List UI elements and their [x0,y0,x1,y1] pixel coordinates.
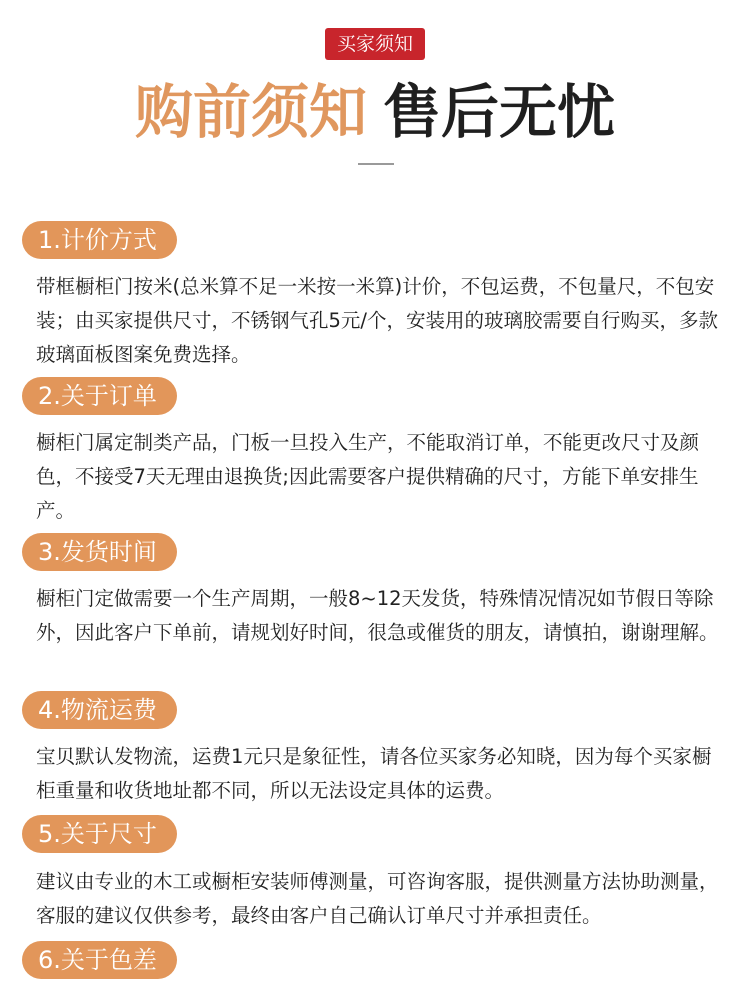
badge-container [0,28,750,60]
section-text-order: 橱柜门属定制类产品，门板一旦投入生产，不能取消订单，不能更改尺寸及颜色，不接受7天无理由退换货;因此需要客户提供精确的尺寸，方能下单安排生产。 [36,431,700,522]
page-title-dark: 售后无忧 [383,78,616,146]
page-title-orange: 购前须知 [134,78,367,146]
section-title-logistics: 4.物流运费 [22,691,177,729]
page-title [0,76,750,148]
section-title-color-difference: 6.关于色差 [22,941,177,979]
section-text-shipping-time: 橱柜门定做需要一个生产周期，一般8~12天发货，特殊情况情况如节假日等除外，因此客户下单前，请规划好时间，很急或催货的朋友，请慎拍，谢谢理解。 [36,587,719,644]
section-title-size: 5.关于尺寸 [22,815,177,853]
buyer-notice-badge: 买家须知 [325,28,425,60]
section-title-pricing: 1.计价方式 [22,221,177,259]
section-text-pricing: 带框橱柜门按米(总米算不足一米按一米算)计价，不包运费，不包量尺，不包安装；由买家提供尺寸，不锈钢气孔5元/个，安装用的玻璃胶需要自行购买，多款玻璃面板图案免费选择。 [36,275,718,366]
title-divider [358,163,394,165]
section-title-shipping-time: 3.发货时间 [22,533,177,571]
section-text-logistics: 宝贝默认发物流，运费1元只是象征性，请各位买家务必知晓，因为每个买家橱柜重量和收货地址都不同，所以无法设定具体的运费。 [36,745,712,802]
section-text-size: 建议由专业的木工或橱柜安装师傅测量，可咨询客服，提供测量方法协助测量，客服的建议仅供参考，最终由客户自己确认订单尺寸并承担责任。 [36,870,719,927]
section-title-order: 2.关于订单 [22,377,177,415]
